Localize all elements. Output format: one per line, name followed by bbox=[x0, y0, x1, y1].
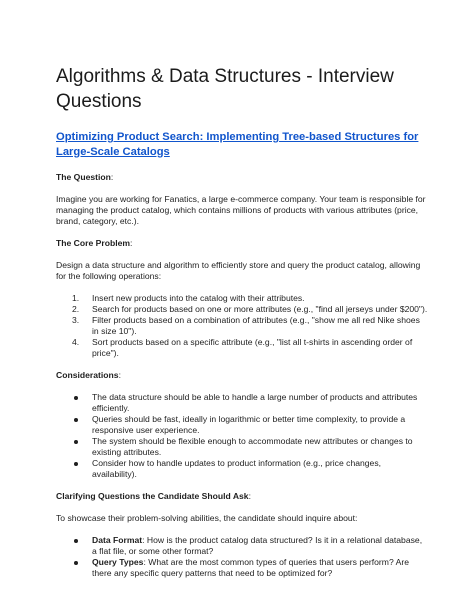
clarifying-term: Data Format bbox=[92, 535, 143, 545]
consideration-item bbox=[56, 392, 428, 414]
clarifying-intro: To showcase their problem-solving abilities, the candidate should inquire about: bbox=[56, 513, 358, 523]
question-heading: The Question: bbox=[56, 172, 114, 182]
core-problem-item-text: Search for products based on one or more attributes (e.g., "find all jerseys under $200"). bbox=[92, 304, 428, 314]
clarifying-item: Data Format: How is the product catalog data structured? Is it in a relational database, a flat file, or some other format? bbox=[56, 535, 428, 557]
consideration-text: Queries should be fast, ideally in logarithmic or better time complexity, to provide a responsive user experience. bbox=[92, 414, 406, 435]
bullet-icon bbox=[74, 440, 78, 444]
list-number: 4. bbox=[72, 337, 80, 347]
clarifying-heading: Clarifying Questions the Candidate Should Ask: bbox=[56, 491, 251, 501]
core-problem-item-text: Insert new products into the catalog with their attributes. bbox=[92, 293, 305, 303]
clarifying-list bbox=[56, 535, 428, 579]
core-problem-list bbox=[56, 293, 428, 359]
core-problem-intro: Design a data structure and algorithm to efficiently store and query the product catalog, allowing for the following operations: bbox=[56, 260, 421, 281]
clarifying-term: Query Types bbox=[92, 557, 144, 567]
consideration-item bbox=[56, 458, 428, 480]
considerations-list bbox=[56, 392, 428, 480]
core-problem-heading: The Core Problem: bbox=[56, 238, 133, 248]
document-title: Algorithms & Data Structures - Interview Questions bbox=[56, 66, 394, 112]
bullet-icon bbox=[74, 462, 78, 466]
consideration-text: Consider how to handle updates to product information (e.g., price changes, availability). bbox=[92, 458, 382, 479]
core-problem-item bbox=[56, 337, 428, 359]
consideration-text: The system should be flexible enough to accommodate new attributes or changes to existing attributes. bbox=[92, 436, 413, 457]
considerations-label: Considerations bbox=[56, 370, 119, 380]
question-label: The Question bbox=[56, 172, 111, 182]
consideration-text: The data structure should be able to handle a large number of products and attributes efficiently. bbox=[92, 392, 418, 413]
question-text: Imagine you are working for Fanatics, a large e-commerce company. Your team is responsible for managing the product catalog, which contains millions of products with various attributes (price, brand, category, etc.). bbox=[56, 194, 426, 226]
considerations-heading: Considerations: bbox=[56, 370, 121, 380]
list-number: 2. bbox=[72, 304, 80, 314]
consideration-item bbox=[56, 414, 428, 436]
bullet-icon bbox=[74, 396, 78, 400]
core-problem-item bbox=[56, 293, 428, 304]
bullet-icon bbox=[74, 561, 78, 565]
core-problem-item bbox=[56, 315, 428, 337]
clarifying-item: Query Types: What are the most common types of queries that users perform? Are there any specific query patterns that need to be optimized for? bbox=[56, 557, 428, 579]
subtitle-link[interactable]: Optimizing Product Search: Implementing Tree-based Structures for Large-Scale Catalogs bbox=[56, 131, 419, 158]
clarifying-text: What are the most common types of queries that users perform? Are there any specific query patterns that need to be optimized for? bbox=[92, 557, 410, 578]
clarifying-text: How is the product catalog data structured? Is it in a relational database, a flat file, or some other format? bbox=[92, 535, 423, 556]
core-problem-item bbox=[56, 304, 428, 315]
bullet-icon bbox=[74, 418, 78, 422]
list-number: 3. bbox=[72, 315, 80, 325]
core-problem-item-text: Filter products based on a combination of attributes (e.g., "show me all red Nike shoes in size 10"). bbox=[92, 315, 420, 336]
core-problem-label: The Core Problem bbox=[56, 238, 131, 248]
bullet-icon bbox=[74, 539, 78, 543]
list-number: 1. bbox=[72, 293, 80, 303]
consideration-item bbox=[56, 436, 428, 458]
clarifying-label: Clarifying Questions the Candidate Should Ask bbox=[56, 491, 249, 501]
document-page bbox=[56, 64, 428, 579]
core-problem-item-text: Sort products based on a specific attribute (e.g., "list all t-shirts in ascending order of price"). bbox=[92, 337, 413, 358]
